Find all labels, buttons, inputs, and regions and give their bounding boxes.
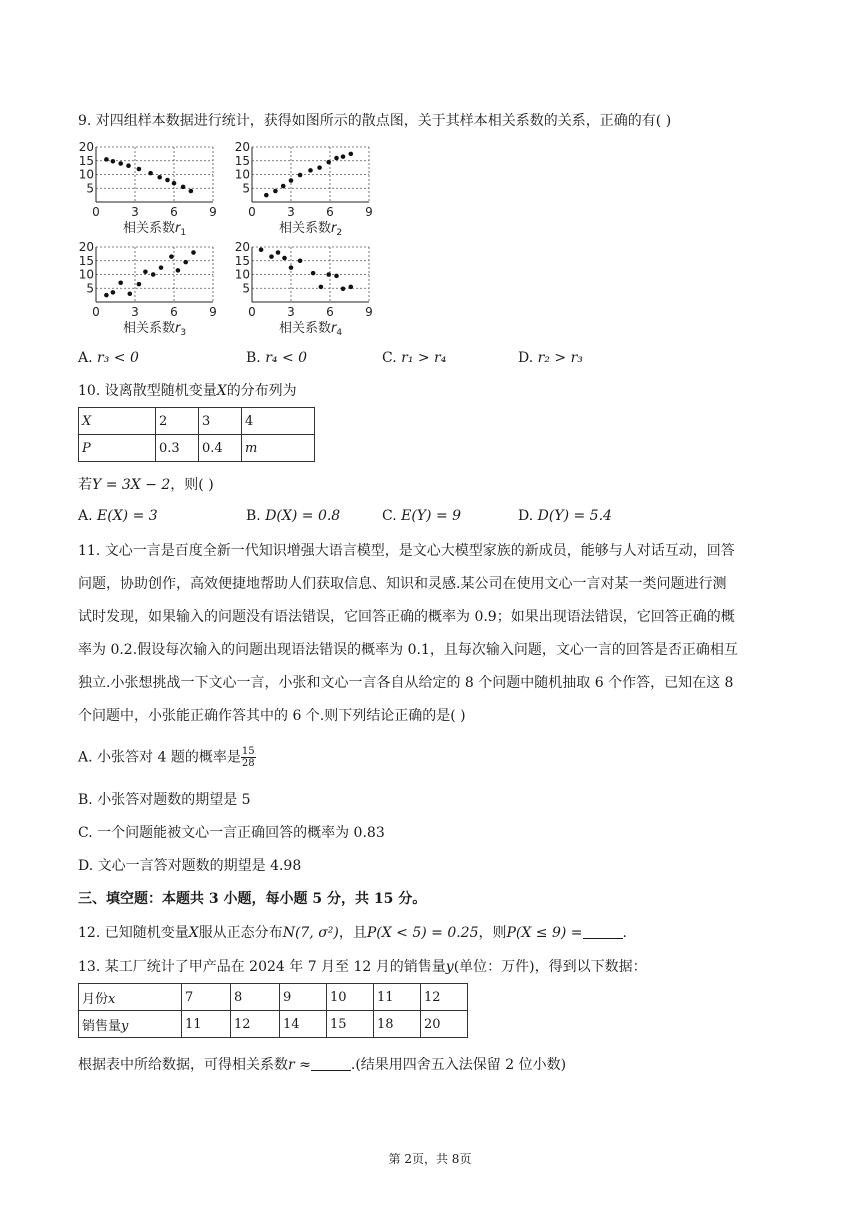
q13-stem: 13. 某工厂统计了甲产品在 2024 年 7 月至 12 月的销售量y(单位：万件)，得到以下数据： xyxy=(78,959,647,975)
q10-option-b[interactable]: B. D(X) = 0.8 xyxy=(246,508,341,524)
scatter-point xyxy=(157,175,162,180)
table-cell: 14 xyxy=(280,1011,327,1038)
scatter-point xyxy=(298,173,303,178)
scatter-point xyxy=(181,185,186,190)
x-tick-label: 9 xyxy=(365,205,373,219)
q9-option-b[interactable]: B. r₄ < 0 xyxy=(246,350,308,366)
table-cell: 11 xyxy=(182,1011,231,1038)
answer-blank[interactable] xyxy=(311,1056,351,1071)
scatter-point xyxy=(176,268,181,273)
scatter-point xyxy=(308,168,313,173)
scatter-point xyxy=(289,178,294,183)
y-tick-label: 15 xyxy=(78,153,94,168)
scatter-point xyxy=(126,163,131,168)
table-cell: 12 xyxy=(421,984,468,1011)
scatter-point xyxy=(151,272,156,277)
q11-line: 独立.小张想挑战一下文心一言，小张和文心一言各自从给定的 8 个问题中随机抽取 6 个作答，已知在这 8 xyxy=(78,675,734,691)
scatter-point xyxy=(183,260,188,265)
chart-caption: 相关系数$r_1$ xyxy=(122,221,187,238)
table-cell: 11 xyxy=(374,984,421,1011)
scatter-point xyxy=(191,250,196,255)
q11-line: 个问题中，小张能正确作答其中的 6 个.则下列结论正确的是( ) xyxy=(78,708,466,724)
q9-stem: 9. 对四组样本数据进行统计，获得如图所示的散点图，关于其样本相关系数的关系，正确的有( ) xyxy=(78,113,672,129)
scatter-point xyxy=(319,285,324,290)
scatter-chart-4 xyxy=(234,240,384,340)
table-cell: 4 xyxy=(242,408,315,435)
scatter-point xyxy=(349,152,354,157)
q12-stem: 12. 已知随机变量X服从正态分布N(7, σ²)，且P(X < 5) = 0.25，则P(X ≤ 9) = . xyxy=(78,925,627,941)
scatter-point xyxy=(289,265,294,270)
scatter-point xyxy=(282,256,287,261)
scatter-point xyxy=(104,293,109,298)
q11-line: 率为 0.2.假设每次输入的问题出现语法错误的概率为 0.1，且每次输入问题，文心一言的回答是否正确相互 xyxy=(78,642,738,658)
y-tick-label: 15 xyxy=(78,253,94,268)
table-row xyxy=(79,984,468,1011)
table-cell: 7 xyxy=(182,984,231,1011)
y-tick-label: 20 xyxy=(78,240,94,254)
scatter-chart-2 xyxy=(234,140,384,240)
scatter-point xyxy=(311,271,316,276)
scatter-point xyxy=(118,161,123,166)
scatter-point xyxy=(326,160,331,165)
scatter-point xyxy=(148,171,153,176)
y-tick-label: 10 xyxy=(78,167,94,182)
x-tick-label: 9 xyxy=(209,205,217,219)
scatter-point xyxy=(169,254,174,259)
table-row xyxy=(79,1011,468,1038)
table-cell: P xyxy=(79,435,156,462)
scatter-point xyxy=(128,291,133,296)
q9-option-c[interactable]: C. r₁ > r₄ xyxy=(382,350,447,366)
q9-option-a[interactable]: A. r₃ < 0 xyxy=(78,350,139,366)
y-tick-label: 20 xyxy=(234,240,250,254)
scatter-point xyxy=(137,167,142,172)
table-cell: 0.4 xyxy=(199,435,242,462)
q10-option-a[interactable]: A. E(X) = 3 xyxy=(78,508,158,524)
x-tick-label: 0 xyxy=(92,305,100,319)
scatter-point xyxy=(317,165,322,170)
scatter-point xyxy=(104,157,109,162)
y-tick-label: 5 xyxy=(242,281,250,296)
table-cell: X xyxy=(79,408,156,435)
scatter-point xyxy=(118,280,123,285)
chart-caption: 相关系数$r_3$ xyxy=(122,321,187,338)
y-tick-label: 15 xyxy=(234,153,250,168)
table-cell: 18 xyxy=(374,1011,421,1038)
x-tick-label: 6 xyxy=(326,305,334,319)
scatter-point xyxy=(137,282,142,287)
table-cell: 15 xyxy=(327,1011,374,1038)
x-tick-label: 9 xyxy=(365,305,373,319)
y-tick-label: 15 xyxy=(234,253,250,268)
answer-blank[interactable] xyxy=(583,924,623,939)
table-row xyxy=(79,435,315,462)
q10-stem: 10. 设离散型随机变量X的分布列为 xyxy=(78,383,297,399)
section-heading: 三、填空题：本题共 3 小题，每小题 5 分，共 15 分。 xyxy=(78,891,427,907)
table-cell: 2 xyxy=(156,408,199,435)
y-tick-label: 5 xyxy=(86,181,94,196)
scatter-point xyxy=(334,274,339,279)
scatter-point xyxy=(159,265,164,270)
q11-line: 11. 文心一言是百度全新一代知识增强大语言模型，是文心大模型家族的新成员，能够与人对话互动，回答 xyxy=(78,543,735,559)
q11-line: 试时发现，如果输入的问题没有语法错误，它回答正确的概率为 0.9；如果出现语法错误，它回答正确的概 xyxy=(78,609,735,625)
page-footer: 第 2页，共 8页 xyxy=(388,1152,472,1166)
chart-caption: 相关系数$r_4$ xyxy=(278,321,343,338)
q13-sales-table xyxy=(78,983,468,1038)
scatter-point xyxy=(334,156,339,161)
scatter-point xyxy=(269,254,274,259)
scatter-point xyxy=(143,269,148,274)
x-tick-label: 0 xyxy=(248,305,256,319)
y-tick-label: 10 xyxy=(78,267,94,282)
scatter-point xyxy=(273,189,278,194)
fraction: $\frac{15}{28}$ xyxy=(241,746,255,769)
x-tick-label: 0 xyxy=(92,205,100,219)
q11-option-a[interactable]: A. 小张答对 4 题的概率是 $\frac{15}{28}$ xyxy=(78,746,255,769)
scatter-point xyxy=(341,287,346,292)
y-tick-label: 5 xyxy=(242,181,250,196)
chart-caption: 相关系数$r_2$ xyxy=(278,221,343,238)
scatter-chart-3 xyxy=(78,240,228,340)
x-tick-label: 0 xyxy=(248,205,256,219)
q10-condition: 若Y = 3X − 2，则( ) xyxy=(78,477,214,493)
q11-option-b[interactable]: B. 小张答对题数的期望是 5 xyxy=(78,792,251,808)
table-cell: 销售量y xyxy=(79,1011,182,1038)
q10-option-c[interactable]: C. E(Y) = 9 xyxy=(382,508,462,524)
x-tick-label: 6 xyxy=(170,305,178,319)
table-row xyxy=(79,408,315,435)
q11-option-c[interactable]: C. 一个问题能被文心一言正确回答的概率为 0.83 xyxy=(78,825,385,841)
scatter-point xyxy=(111,159,116,164)
scatter-point xyxy=(189,189,194,194)
scatter-point xyxy=(298,258,303,263)
q11-option-d[interactable]: D. 文心一言答对题数的期望是 4.98 xyxy=(78,858,302,874)
scatter-point xyxy=(259,247,264,252)
table-cell: 月份x xyxy=(79,984,182,1011)
q10-distribution-table xyxy=(78,407,315,462)
x-tick-label: 6 xyxy=(170,205,178,219)
scatter-point xyxy=(326,272,331,277)
y-tick-label: 20 xyxy=(234,140,250,154)
q9-option-d[interactable]: D. r₂ > r₃ xyxy=(518,350,583,366)
scatter-point xyxy=(165,178,170,183)
y-tick-label: 20 xyxy=(78,140,94,154)
x-tick-label: 3 xyxy=(287,305,295,319)
y-tick-label: 10 xyxy=(234,267,250,282)
x-tick-label: 3 xyxy=(131,205,139,219)
x-tick-label: 9 xyxy=(209,305,217,319)
scatter-point xyxy=(172,181,177,186)
table-cell: 0.3 xyxy=(156,435,199,462)
scatter-point xyxy=(341,154,346,159)
x-tick-label: 6 xyxy=(326,205,334,219)
scatter-point xyxy=(111,290,116,295)
table-cell: 8 xyxy=(231,984,280,1011)
scatter-point xyxy=(264,193,269,198)
table-cell: 12 xyxy=(231,1011,280,1038)
table-cell: 20 xyxy=(421,1011,468,1038)
scatter-chart-1 xyxy=(78,140,228,240)
table-cell: 3 xyxy=(199,408,242,435)
table-cell: 9 xyxy=(280,984,327,1011)
x-tick-label: 3 xyxy=(287,205,295,219)
table-cell: m xyxy=(242,435,315,462)
x-tick-label: 3 xyxy=(131,305,139,319)
scatter-point xyxy=(281,184,286,189)
q11-line: 问题，协助创作，高效便捷地帮助人们获取信息、知识和灵感.某公司在使用文心一言对某一类问题进行测 xyxy=(78,576,727,592)
scatter-point xyxy=(276,250,281,255)
table-cell: 10 xyxy=(327,984,374,1011)
q13-question: 根据表中所给数据，可得相关系数r ≈ .(结果用四舍五入法保留 2 位小数) xyxy=(78,1057,567,1073)
q10-option-d[interactable]: D. D(Y) = 5.4 xyxy=(518,508,612,524)
y-tick-label: 5 xyxy=(86,281,94,296)
y-tick-label: 10 xyxy=(234,167,250,182)
scatter-point xyxy=(349,285,354,290)
